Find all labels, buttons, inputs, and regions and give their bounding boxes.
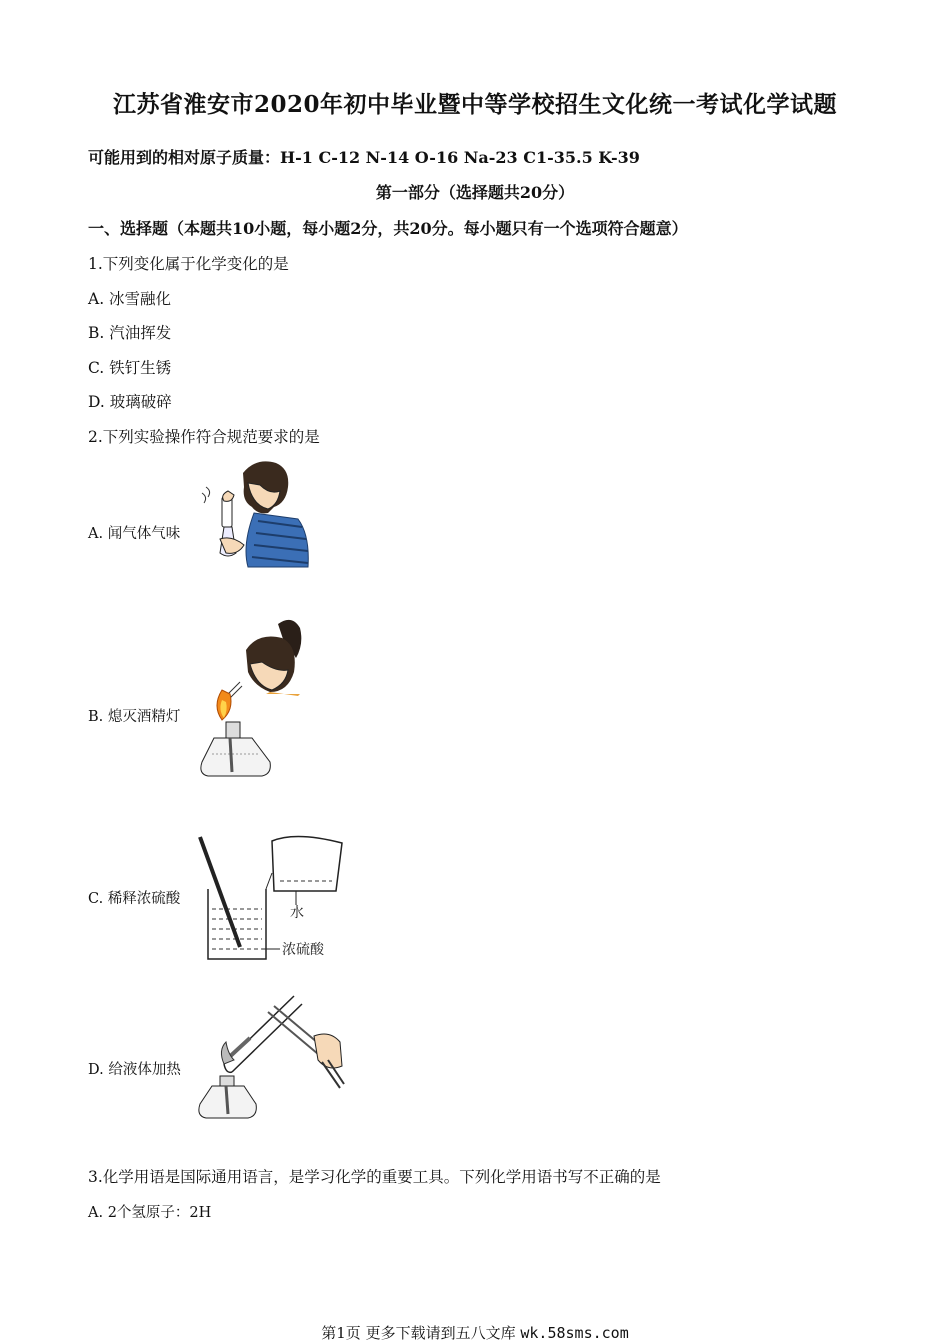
extinguishing-lamp-illustration xyxy=(200,614,310,782)
question-3-stem: 3.化学用语是国际通用语言，是学习化学的重要工具。下列化学用语书写不正确的是 xyxy=(88,1168,661,1186)
download-note: 更多下载请到五八文库 xyxy=(365,1324,516,1342)
question-1-option-c: C. 铁钉生锈 xyxy=(88,359,172,377)
question-1-option-a: A. 冰雪融化 xyxy=(88,290,172,308)
water-label: 水 xyxy=(290,905,304,921)
question-2-option-a: A. 闻气体气味 xyxy=(88,526,181,542)
question-1-stem: 1.下列变化属于化学变化的是 xyxy=(88,255,289,273)
question-3-option-a: A. 2个氢原子：2H xyxy=(88,1205,212,1221)
question-2-option-b: B. 熄灭酒精灯 xyxy=(88,709,181,725)
concentrated-acid-label: 浓硫酸 xyxy=(282,942,324,958)
atomic-masses: 可能用到的相对原子质量：H-1 C-12 N-14 O-16 Na-23 C1-35.5 K-39 xyxy=(88,148,640,167)
site-link[interactable]: wk.58sms.com xyxy=(520,1324,629,1342)
page-footer xyxy=(0,1322,950,1343)
question-1-option-d: D. 玻璃破碎 xyxy=(88,393,172,411)
question-2-stem: 2.下列实验操作符合规范要求的是 xyxy=(88,428,320,446)
part-one-heading: 第一部分（选择题共20分） xyxy=(375,183,575,202)
smelling-gas-illustration xyxy=(198,455,314,573)
diluting-acid-illustration xyxy=(196,833,346,963)
section-heading: 一、选择题（本题共10小题，每小题2分，共20分。每小题只有一个选项符合题意） xyxy=(88,219,688,238)
heating-liquid-illustration xyxy=(198,990,358,1122)
question-2-option-d: D. 给液体加热 xyxy=(88,1062,181,1078)
page-title: 江苏省淮安市2020年初中毕业暨中等学校招生文化统一考试化学试题 xyxy=(112,91,837,118)
page-number: 第1页 xyxy=(321,1324,361,1342)
question-1-option-b: B. 汽油挥发 xyxy=(88,324,172,342)
question-2-option-c: C. 稀释浓硫酸 xyxy=(88,891,181,907)
